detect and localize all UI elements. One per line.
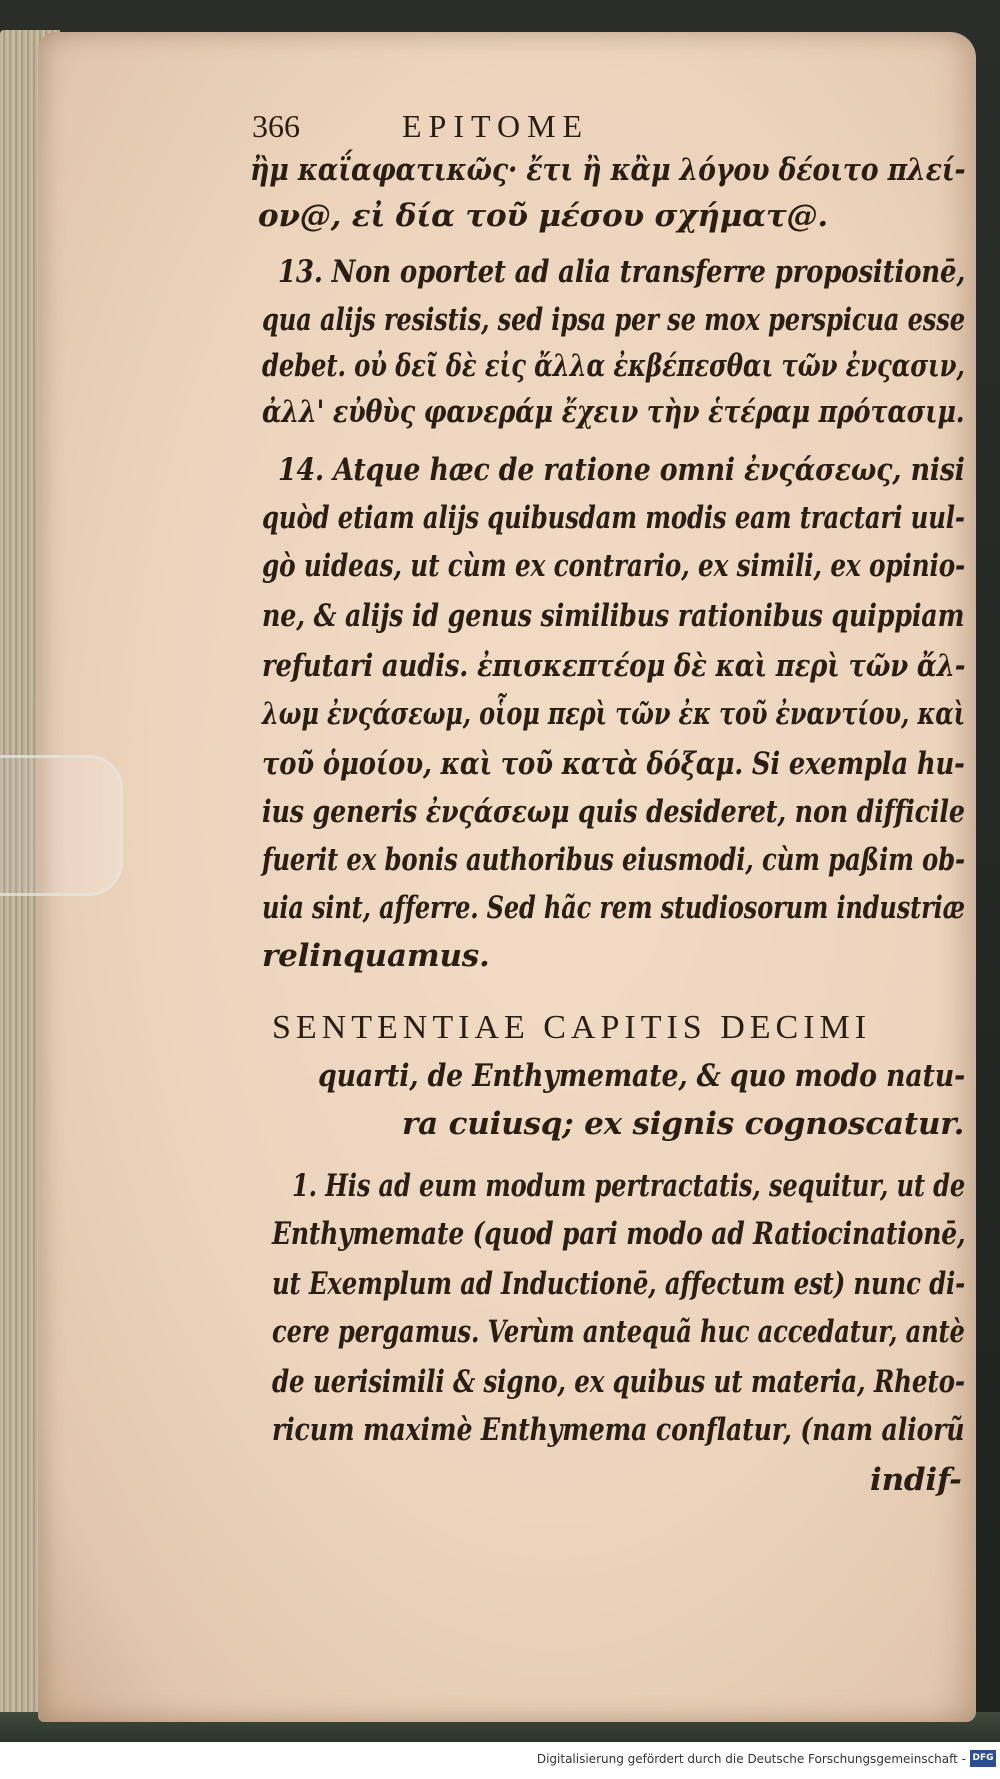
dfg-logo: DFG xyxy=(970,1750,996,1767)
text-line: gò uideas, ut cùm ex contrario, ex simili, ex opinio- xyxy=(262,548,966,584)
text-line: ἢμ καΐαφατικῶς· ἔτι ἢ κἂμ λόγου δέοιτο πλεί- xyxy=(250,152,966,188)
text-line: λωμ ἐνςάσεωμ, οἷομ περὶ τῶν ἐκ τοῦ ἐναντίου, καὶ xyxy=(262,696,966,732)
text-line: uia sint, afferre. Sed hãc rem studiosorum industriæ xyxy=(262,890,965,926)
text-line: 13. Non oportet ad alia transferre propositionē, xyxy=(278,254,966,290)
text-line: ne, & alijs id genus similibus rationibus quippiam xyxy=(262,598,965,634)
text-line: quòd etiam alijs quibusdam modis eam tractari uul- xyxy=(262,500,965,536)
text-line: relinquamus. xyxy=(262,938,490,974)
catchword: indif- xyxy=(870,1462,962,1498)
text-line: Enthymemate (quod pari modo ad Ratiocinationē, xyxy=(272,1216,966,1252)
text-line: 1. His ad eum modum pertractatis, sequitur, ut de xyxy=(292,1168,966,1204)
running-title: EPITOME xyxy=(402,108,590,144)
running-head xyxy=(252,108,772,148)
text-line: ον@, εἰ δία τοῦ μέσου σχήματ@. xyxy=(258,198,828,234)
text-line: de uerisimili & signo, ex quibus ut materia, Rheto- xyxy=(272,1364,965,1400)
text-line: τοῦ ὁμοίου, καὶ τοῦ κατὰ δόξαμ. Si exempla hu- xyxy=(262,746,965,782)
text-line: ut Exemplum ad Inductionē, affectum est) nunc di- xyxy=(272,1266,966,1302)
text-line: 14. Atque hæc de ratione omni ἐνςάσεως, nisi xyxy=(278,452,965,488)
text-line: cere pergamus. Verùm antequã huc accedatur, antè xyxy=(272,1314,965,1350)
funding-credit: Digitalisierung gefördert durch die Deutsche Forschungsgemeinschaft - xyxy=(536,1752,966,1766)
text-line: fuerit ex bonis authoribus eiusmodi, cùm paßim ob- xyxy=(262,842,965,878)
section-heading-line: ra cuiusq; ex signis cognoscatur. xyxy=(402,1106,965,1142)
text-line: ricum maximè Enthymema conflatur, (nam aliorũ xyxy=(272,1412,965,1448)
page-number: 366 xyxy=(252,108,300,144)
text-line: qua alijs resistis, sed ipsa per se mox perspicua esse xyxy=(262,302,965,338)
text-line: ἀλλ' εὐθὺς φανεράμ ἔχειν τὴν ἑτέραμ πρότασιμ. xyxy=(262,394,965,430)
section-heading: SENTENTIAE CAPITIS DECIMI xyxy=(272,1009,872,1046)
plastic-page-clip xyxy=(0,755,123,896)
text-line: debet. οὐ δεῖ δὲ εἰς ἄλλα ἐκβέπεσθαι τῶν ἐνςασιν, xyxy=(262,348,965,384)
digitization-footer xyxy=(0,1742,1000,1779)
text-line: refutari audis. ἐπισκεπτέομ δὲ καὶ περὶ τῶν ἄλ- xyxy=(262,648,966,684)
section-heading-line: quarti, de Enthymemate, & quo modo natu- xyxy=(318,1058,966,1094)
text-line: ius generis ἐνςάσεωμ quis desideret, non difficile xyxy=(262,794,965,830)
